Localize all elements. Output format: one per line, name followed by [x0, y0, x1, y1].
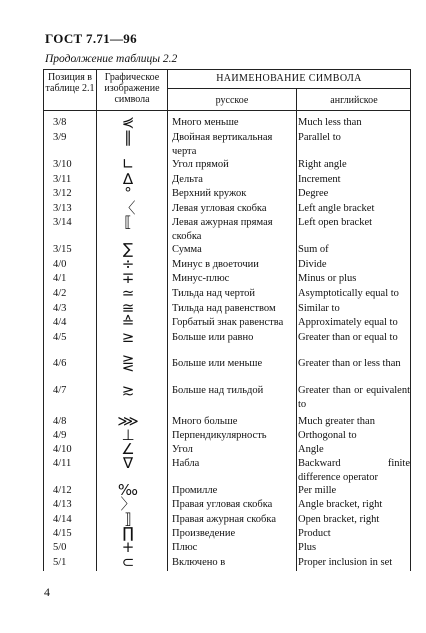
- cell-symbol-glyph: ≥: [121, 328, 135, 346]
- col-header-position: Позиция в таблице 2.1: [45, 72, 95, 94]
- cell-name-russian: Верхний кружок: [172, 188, 247, 199]
- cell-name-english: Open bracket, right: [298, 514, 380, 525]
- cell-position: 4/7: [53, 385, 67, 396]
- cell-position: 4/13: [53, 499, 72, 510]
- cell-name-english: Orthogonal to: [298, 430, 357, 441]
- cell-position: 4/10: [53, 444, 72, 455]
- document-header: ГОСТ 7.71—96: [45, 31, 137, 46]
- cell-symbol-glyph: ⟧: [124, 510, 132, 528]
- cell-symbol-glyph: ⋛: [121, 354, 135, 372]
- col-divider-5: [410, 69, 411, 571]
- col-divider-3: [167, 69, 168, 571]
- cell-position: 4/14: [53, 514, 72, 525]
- cell-position: 4/6: [53, 358, 67, 369]
- symbol-table: [43, 69, 411, 571]
- cell-symbol-glyph: ‰: [117, 481, 139, 499]
- col-divider-4: [296, 88, 297, 571]
- cell-symbol-glyph: ∑: [122, 240, 134, 258]
- cell-symbol-glyph: ⊂: [121, 553, 135, 571]
- cell-name-english: Parallel to: [298, 132, 341, 143]
- cell-name-english: Increment: [298, 174, 341, 185]
- cell-name-russian: Минус в двоеточии: [172, 259, 259, 270]
- cell-name-english: Plus: [298, 542, 317, 553]
- cell-symbol-glyph: ⟦: [124, 213, 132, 231]
- table-top-border: [43, 69, 411, 70]
- cell-position: 3/12: [53, 188, 72, 199]
- cell-name-russian: Горбатый знак равенства: [172, 317, 284, 328]
- cell-name-russian: Много больше: [172, 416, 238, 427]
- cell-name-english: Angle: [298, 444, 324, 455]
- cell-symbol-glyph: ⊥: [121, 426, 135, 444]
- cell-position: 3/15: [53, 244, 72, 255]
- cell-position: 3/10: [53, 159, 72, 170]
- col-header-name: НАИМЕНОВАНИЕ СИМВОЛА: [216, 73, 362, 84]
- cell-symbol-glyph: ≙: [121, 313, 135, 331]
- page-number: 4: [44, 585, 50, 599]
- cell-position: 4/2: [53, 288, 67, 299]
- cell-position: 3/9: [53, 132, 67, 143]
- cell-name-russian: Угол прямой: [172, 159, 229, 170]
- cell-name-russian: Дельта: [172, 174, 203, 185]
- cell-name-english: Left open bracket: [298, 217, 373, 228]
- cell-name-russian: Тильда над равенством: [172, 303, 276, 314]
- cell-name-russian: Левая угловая скобка: [172, 203, 267, 214]
- cell-name-russian: Произведение: [172, 528, 236, 539]
- cell-position: 4/15: [53, 528, 72, 539]
- col-header-russian: русское: [215, 95, 249, 106]
- cell-name-english: Similar to: [298, 303, 340, 314]
- cell-name-english: Approximately equal to: [298, 317, 398, 328]
- cell-name-russian: Плюс: [172, 542, 198, 553]
- cell-name-russian: Левая ажурная прямая скобка: [172, 217, 273, 242]
- cell-symbol-glyph: ≅: [121, 299, 135, 317]
- cell-symbol-glyph: ∠: [121, 440, 135, 458]
- cell-name-english: Greater than or equivalent to: [298, 385, 410, 410]
- cell-name-english: Much less than: [298, 117, 362, 128]
- cell-symbol-glyph: ⋞: [121, 113, 135, 131]
- cell-name-english: Sum of: [298, 244, 329, 255]
- cell-position: 3/11: [53, 174, 72, 185]
- cell-symbol-glyph: ∆: [122, 170, 134, 188]
- cell-name-english: Left angle bracket: [298, 203, 375, 214]
- cell-position: 4/1: [53, 273, 67, 284]
- cell-symbol-glyph: ‖: [124, 128, 132, 146]
- cell-name-russian: Много меньше: [172, 117, 239, 128]
- cell-symbol-glyph: ⋙: [117, 412, 139, 430]
- cell-symbol-glyph: ∇: [122, 454, 134, 472]
- cell-name-russian: Минус-плюс: [172, 273, 230, 284]
- cell-name-english: Greater than or less than: [298, 358, 401, 369]
- cell-name-english: Angle bracket, right: [298, 499, 383, 510]
- cell-name-english: Degree: [298, 188, 329, 199]
- cell-position: 4/5: [53, 332, 67, 343]
- cell-name-russian: Перпендикулярность: [172, 430, 267, 441]
- col-header-english: английское: [330, 95, 378, 106]
- cell-name-english: Proper inclusion in set: [298, 557, 393, 568]
- cell-name-english: Right angle: [298, 159, 347, 170]
- cell-position: 4/0: [53, 259, 67, 270]
- cell-name-english: Divide: [298, 259, 327, 270]
- cell-position: 3/14: [53, 217, 72, 228]
- cell-symbol-glyph: ≃: [121, 284, 135, 302]
- cell-name-russian: Набла: [172, 458, 200, 469]
- cell-symbol-glyph: +: [121, 538, 135, 556]
- col-divider-2: [96, 69, 97, 571]
- cell-name-english: Asymptotically equal to: [298, 288, 399, 299]
- cell-position: 4/12: [53, 485, 72, 496]
- cell-name-russian: Тильда над чертой: [172, 288, 256, 299]
- header-bottom-border: [43, 110, 411, 111]
- cell-symbol-glyph: ÷: [121, 255, 135, 273]
- cell-name-russian: Правая угловая скобка: [172, 499, 273, 510]
- cell-name-english: Backward finite difference operator: [298, 458, 410, 483]
- cell-name-russian: Сумма: [172, 244, 202, 255]
- cell-name-russian: Включено в: [172, 557, 226, 568]
- cell-symbol-glyph: °: [124, 184, 132, 202]
- cell-symbol-glyph: ∏: [122, 524, 134, 542]
- cell-position: 4/8: [53, 416, 67, 427]
- cell-symbol-glyph: 〈: [120, 199, 136, 217]
- col-divider-1: [43, 69, 44, 571]
- cell-name-russian: Угол: [172, 444, 193, 455]
- cell-name-russian: Правая ажурная скобка: [172, 514, 277, 525]
- table-continuation-caption: Продолжение таблицы 2.2: [45, 53, 178, 65]
- cell-position: 4/11: [53, 458, 72, 469]
- cell-name-russian: Больше над тильдой: [172, 385, 264, 396]
- cell-position: 5/1: [53, 557, 67, 568]
- col-header-graphic: Графическое изображение символа: [104, 72, 160, 105]
- cell-symbol-glyph: 〉: [120, 495, 136, 513]
- cell-name-english: Per mille: [298, 485, 337, 496]
- cell-position: 4/4: [53, 317, 67, 328]
- cell-name-russian: Двойная вертикальная черта: [172, 132, 273, 157]
- cell-name-russian: Больше или равно: [172, 332, 254, 343]
- cell-position: 3/13: [53, 203, 72, 214]
- cell-symbol-glyph: ≳: [121, 381, 135, 399]
- cell-name-russian: Промилле: [172, 485, 218, 496]
- cell-name-english: Much greater than: [298, 416, 375, 427]
- cell-position: 4/3: [53, 303, 67, 314]
- cell-position: 4/9: [53, 430, 67, 441]
- cell-name-english: Greater than or equal to: [298, 332, 398, 343]
- cell-name-english: Product: [298, 528, 331, 539]
- cell-name-english: Minus or plus: [298, 273, 357, 284]
- cell-position: 5/0: [53, 542, 67, 553]
- cell-symbol-glyph: ∟: [121, 155, 135, 173]
- cell-position: 3/8: [53, 117, 67, 128]
- header-name-divider: [167, 88, 411, 89]
- cell-symbol-glyph: ∓: [121, 269, 135, 287]
- cell-name-russian: Больше или меньше: [172, 358, 263, 369]
